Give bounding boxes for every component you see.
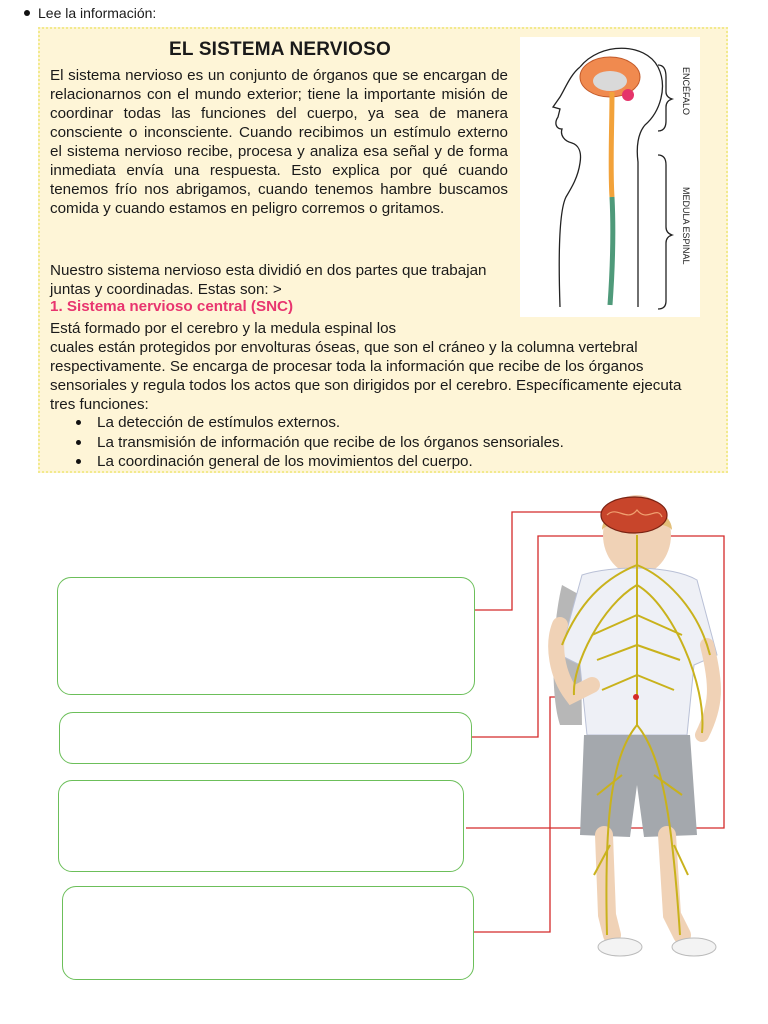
bullet-icon: [76, 459, 81, 464]
instruction-text: Lee la información:: [38, 5, 157, 21]
answer-box-4[interactable]: [62, 886, 474, 980]
list-item: La detección de estímulos externos.: [76, 413, 564, 433]
page-title: EL SISTEMA NERVIOSO: [169, 39, 391, 60]
bullet-icon: [24, 10, 30, 16]
bullet-icon: [76, 420, 81, 425]
answer-box-3[interactable]: [58, 780, 464, 872]
medula-label: MEDULA ESPINAL: [681, 187, 691, 265]
answer-box-1[interactable]: [57, 577, 475, 695]
snc-paragraph-start: Está formado por el cerebro y la medula espinal los: [50, 320, 397, 337]
answer-box-2[interactable]: [59, 712, 472, 764]
snc-heading: 1. Sistema nervioso central (SNC): [50, 298, 294, 315]
head-spine-illustration: [520, 37, 700, 317]
encefalo-label: ENCÉFALO: [681, 67, 691, 116]
snc-paragraph: cuales están protegidos por envolturas óseas, que son el cráneo y la columna vertebral respectivamente. Se encarga de procesar toda la información que recibe de los órganos sensoriales y regula todos los actos que son dirigidos por el cerebro. Específicamente ejecuta tres funciones:: [50, 339, 682, 413]
instruction: [24, 5, 156, 21]
bullet-icon: [76, 440, 81, 445]
info-box: [38, 27, 728, 473]
list-item: La coordinación general de los movimientos del cuerpo.: [76, 452, 564, 472]
intro-paragraph: El sistema nervioso es un conjunto de órganos que se encargan de relacionarnos con el mundo exterior; tiene la importante misión de coordinar todas las funciones del cuerpo, ya sea de manera consciente o inconsciente. Cuando recibimos un estímulo externo el sistema nervioso recibe, procesa y analiza esa señal y de forma inmediata envía una respuesta. Esto explica por qué cuando tenemos frío nos abrigamos, cuando tenemos hambre buscamos comida y cuando estamos en peligro corremos o gritamos.: [50, 67, 508, 217]
functions-list: [76, 413, 564, 472]
nervous-system-figure: [462, 495, 762, 995]
list-item: La transmisión de información que recibe de los órganos sensoriales.: [76, 433, 564, 453]
division-paragraph: Nuestro sistema nervioso esta dividió en dos partes que trabajan juntas y coordinadas. Estas son: >: [50, 262, 487, 298]
